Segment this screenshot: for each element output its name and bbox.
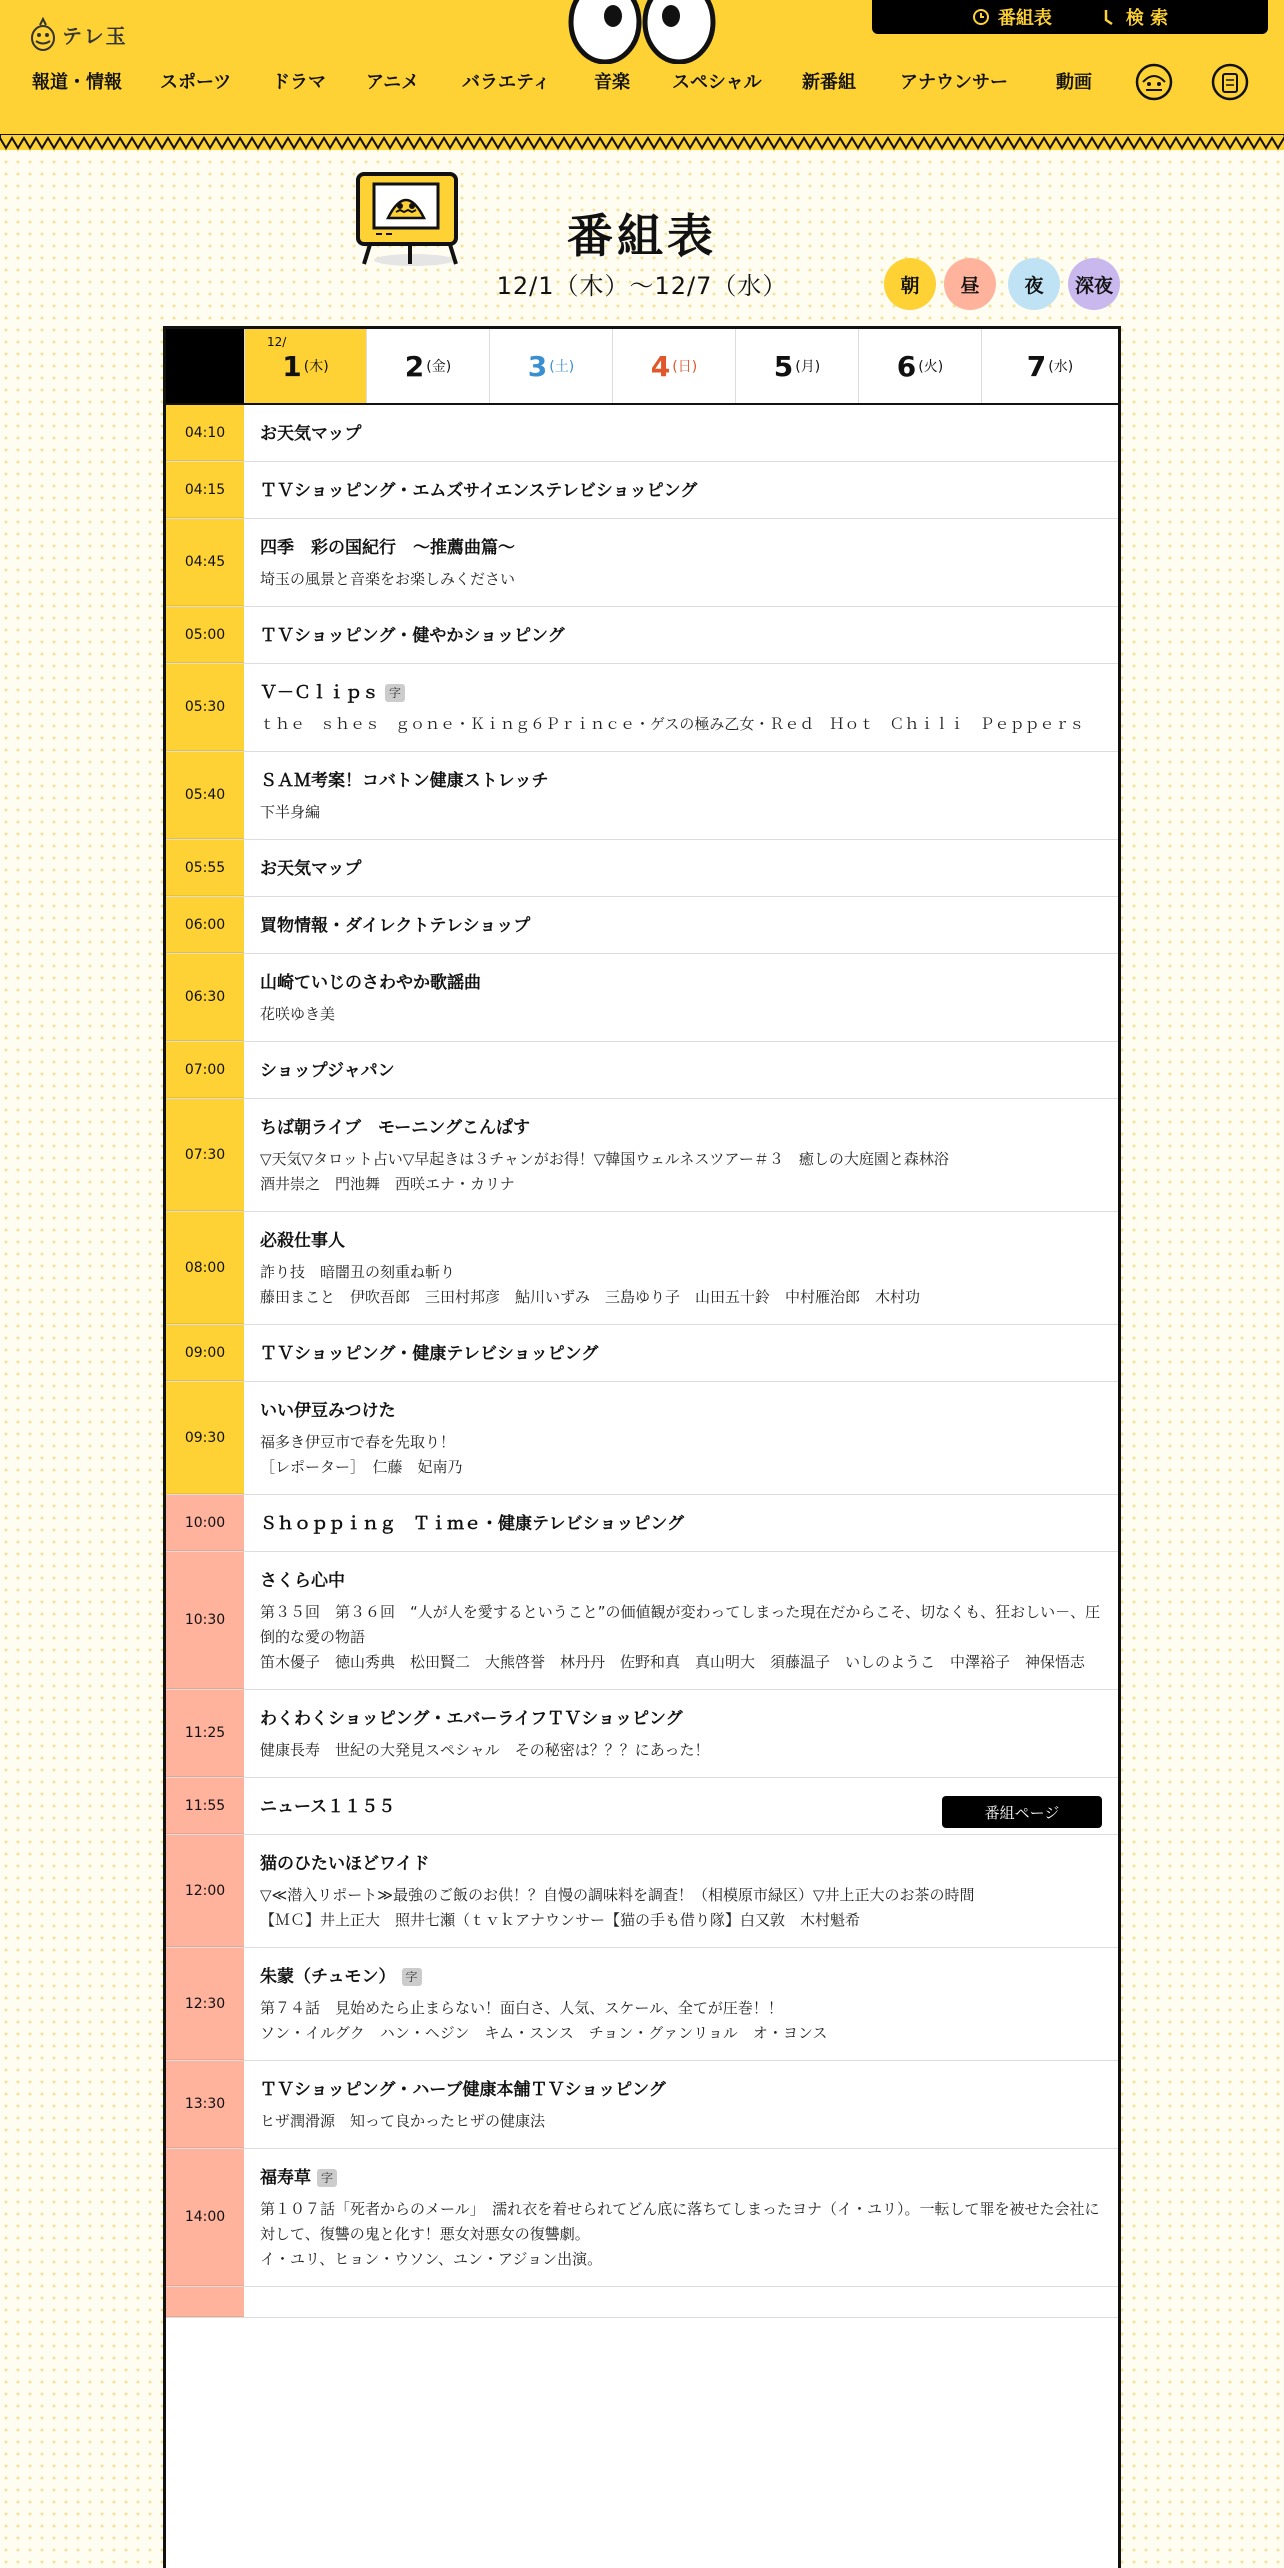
day-tab-weekday: (日)	[672, 359, 698, 375]
program-row[interactable]	[166, 2287, 1118, 2318]
program-row[interactable]	[166, 2061, 1118, 2149]
program-title-line	[260, 1058, 1102, 1084]
program-description	[260, 1738, 1102, 1763]
time-of-day-daytime-button[interactable]: 昼	[944, 258, 996, 310]
program-time: 05:30	[166, 664, 244, 751]
program-page-button[interactable]: 番組ページ	[942, 1796, 1102, 1828]
program-title-line	[260, 856, 1102, 882]
schedule-table	[163, 326, 1121, 2568]
program-guide-label: 番組表	[997, 8, 1052, 29]
program-description	[260, 1883, 1102, 1933]
program-description	[260, 712, 1102, 737]
program-time: 10:30	[166, 1552, 244, 1689]
day-tab-number: 1	[282, 349, 302, 383]
program-description-line: 第１０７話「死者からのメール」 濡れ衣を着せられてどん底に落ちてしまったヨナ（イ・ユリ）。一転して罪を被せた会社に対して、復讐の鬼と化す！悪女対悪女の復讐劇。	[260, 2200, 1100, 2243]
program-description-line: 第７４話 見始めたら止まらない！面白さ、人気、スケール、全てが圧巻！！	[260, 1999, 783, 2017]
program-title-line	[260, 1851, 1102, 1877]
program-description	[260, 1430, 1102, 1480]
program-description	[260, 1147, 1102, 1197]
program-title-line	[260, 913, 1102, 939]
day-tab-2[interactable]	[366, 329, 489, 403]
program-title-line	[260, 680, 1102, 706]
program-title-line	[260, 1511, 1102, 1537]
nav-news-info[interactable]: 報道・情報	[32, 72, 122, 93]
search-icon	[1102, 8, 1118, 26]
top-utility-bar	[872, 0, 1268, 34]
program-description-line: ▽天気▽タロット占い▽早起きは３チャンがお得！▽韓国ウェルネスツアー＃３ 癒しの大庭園と森林浴	[260, 1150, 949, 1168]
program-title-line	[260, 1706, 1102, 1732]
nav-new-programs[interactable]: 新番組	[802, 72, 856, 93]
day-tab-3[interactable]	[489, 329, 612, 403]
program-info	[244, 1690, 1118, 1777]
clock-icon	[972, 8, 990, 26]
program-guide-link[interactable]	[972, 4, 1052, 30]
day-tab-7[interactable]	[981, 329, 1118, 403]
program-time: 11:25	[166, 1690, 244, 1777]
nav-special[interactable]: スペシャル	[672, 72, 762, 93]
program-row[interactable]	[166, 1382, 1118, 1495]
program-info	[244, 519, 1118, 606]
nav-sports[interactable]: スポーツ	[160, 72, 232, 93]
program-description-line: 花咲ゆき美	[260, 1005, 336, 1023]
day-tab-4[interactable]	[612, 329, 735, 403]
nav-anime[interactable]: アニメ	[366, 72, 420, 93]
program-time: 04:10	[166, 405, 244, 461]
program-description-line: 詐り技 暗闇丑の刻重ね斬り	[260, 1263, 456, 1281]
program-row[interactable]	[166, 954, 1118, 1042]
nav-videos[interactable]: 動画	[1056, 72, 1092, 93]
program-description-line: ｔｈｅ ｓｈｅｓ ｇｏｎｅ・Ｋｉｎｇ６Ｐｒｉｎｃｅ・ゲスの極み乙女・Ｒｅｄ Ｈｏｔ Ｃｈｉｌｉ Ｐｅｐｐｅｒｓ	[260, 715, 1085, 733]
program-time: 07:00	[166, 1042, 244, 1098]
program-title[interactable]: さくら心中	[260, 1571, 345, 1591]
nav-drama[interactable]: ドラマ	[272, 72, 326, 93]
program-time: 06:00	[166, 897, 244, 953]
program-time: 12:00	[166, 1835, 244, 1947]
program-info	[244, 1495, 1118, 1551]
teletama-shop-icon[interactable]	[1134, 56, 1174, 104]
program-title[interactable]: ショップジャパン	[260, 1061, 395, 1081]
teletama-pass-icon[interactable]	[1210, 56, 1250, 104]
day-tabs	[166, 329, 1118, 405]
program-description	[260, 2109, 1102, 2134]
program-time: 04:45	[166, 519, 244, 606]
program-title[interactable]: お天気マップ	[260, 859, 362, 879]
search-link[interactable]	[1102, 4, 1168, 30]
program-description-line: 下半身編	[260, 803, 321, 821]
program-title[interactable]: わくわくショッピング・エバーライフＴＶショッピング	[260, 1709, 683, 1729]
program-description-line: 笛木優子 徳山秀典 松田賢二 大熊啓誉 林丹丹 佐野和真 真山明大 須藤温子 いしのようこ 中澤裕子 神保悟志	[260, 1653, 1086, 1671]
day-tab-number: 4	[650, 349, 671, 383]
program-list	[166, 405, 1118, 2318]
program-description-line: ソン・イルグク ハン・ヘジン キム・スンス チョン・グァンリョル オ・ヨンス	[260, 2024, 828, 2042]
program-info	[244, 664, 1118, 751]
program-description-line: ▽≪潜入リポート≫最強のご飯のお供！？自慢の調味料を調査！（相模原市緑区）▽井上正大のお茶の時間	[260, 1886, 975, 1904]
tamatan-mascot-icon	[30, 16, 56, 52]
program-title-line	[260, 1341, 1102, 1367]
program-info	[244, 840, 1118, 896]
program-description-line: 藤田まこと 伊吹吾郎 三田村邦彦 鮎川いずみ 三島ゆり子 山田五十鈴 中村雁治郎 木村功	[260, 1288, 921, 1306]
day-tab-weekday: (水)	[1048, 359, 1074, 375]
program-title[interactable]: 山崎ていじのさわやか歌謡曲	[260, 973, 481, 993]
program-info	[244, 2287, 1118, 2317]
page-title: 番組表	[567, 209, 717, 263]
program-title[interactable]: お天気マップ	[260, 424, 362, 444]
program-description	[260, 1996, 1102, 2046]
program-title[interactable]: Ｓｈｏｐｐｉｎｇ Ｔｉｍｅ・健康テレビショッピング	[260, 1514, 684, 1534]
program-row[interactable]	[166, 1099, 1118, 1212]
program-title-line	[260, 421, 1102, 447]
program-description-line: イ・ユリ、ヒョン・ウソン、ユン・アジョン出演。	[260, 2250, 603, 2268]
nav-variety[interactable]: バラエティ	[462, 72, 551, 93]
program-row[interactable]	[166, 752, 1118, 840]
program-info	[244, 607, 1118, 663]
program-info	[244, 462, 1118, 518]
program-row[interactable]	[166, 519, 1118, 607]
program-row[interactable]	[166, 1325, 1118, 1382]
program-title[interactable]: ＴＶショッピング・健やかショッピング	[260, 626, 565, 646]
program-description-line: ［レポーター］ 仁藤 妃南乃	[260, 1458, 463, 1476]
program-row[interactable]	[166, 462, 1118, 519]
program-row[interactable]	[166, 607, 1118, 664]
program-title-line	[260, 1115, 1102, 1141]
program-time: 12:30	[166, 1948, 244, 2060]
day-tab-weekday: (火)	[918, 359, 944, 375]
program-time: 05:40	[166, 752, 244, 839]
program-description-line: 酒井崇之 門池舞 西咲エナ・カリナ	[260, 1175, 515, 1193]
search-label: 検 索	[1125, 8, 1169, 29]
time-of-day-night-button[interactable]: 夜	[1008, 258, 1060, 310]
program-time: 09:00	[166, 1325, 244, 1381]
subtitle-badge: 字	[385, 684, 405, 702]
program-title[interactable]: 猫のひたいほどワイド	[260, 1854, 430, 1874]
program-row[interactable]	[166, 1042, 1118, 1099]
site-header	[0, 0, 1284, 150]
program-time: 08:00	[166, 1212, 244, 1324]
day-tab-1[interactable]	[244, 329, 366, 403]
program-time: 07:30	[166, 1099, 244, 1211]
nav-announcers[interactable]: アナウンサー	[900, 72, 1008, 93]
program-title[interactable]: 朱蒙（チュモン）	[260, 1967, 396, 1987]
program-info	[244, 1099, 1118, 1211]
program-title-line	[260, 2077, 1102, 2103]
tv-mascot-icon	[352, 168, 462, 268]
program-row[interactable]	[166, 1835, 1118, 1948]
program-title[interactable]: ＴＶショッピング・健康テレビショッピング	[260, 1344, 599, 1364]
time-of-day-late-night-button[interactable]: 深夜	[1068, 258, 1120, 310]
program-description	[260, 567, 1102, 592]
program-row[interactable]	[166, 1948, 1118, 2061]
program-title-line	[260, 1964, 1102, 1990]
program-title-line	[260, 535, 1102, 561]
program-row[interactable]	[166, 2149, 1118, 2287]
program-time: 11:55	[166, 1778, 244, 1834]
program-info	[244, 1212, 1118, 1324]
day-tab-6[interactable]	[858, 329, 981, 403]
program-title[interactable]: ＴＶショッピング・エムズサイエンステレビショッピング	[260, 481, 698, 501]
program-time: 04:15	[166, 462, 244, 518]
program-title-line	[260, 768, 1102, 794]
program-description-line: ヒザ潤滑源 知って良かったヒザの健康法	[260, 2112, 546, 2130]
day-tab-weekday: (土)	[549, 359, 575, 375]
program-title[interactable]: いい伊豆みつけた	[260, 1401, 396, 1421]
program-title-line	[260, 1228, 1102, 1254]
header-zigzag-edge	[0, 134, 1284, 152]
program-description	[260, 1260, 1102, 1310]
program-info	[244, 1325, 1118, 1381]
program-title-line	[260, 1568, 1102, 1594]
program-description-line: 健康長寿 世紀の大発見スペシャル その秘密は？？？にあった！	[260, 1741, 710, 1759]
program-time: 06:30	[166, 954, 244, 1041]
day-tab-number: 5	[773, 349, 794, 383]
program-info	[244, 1382, 1118, 1494]
day-tabs-corner	[166, 329, 244, 403]
day-tab-5[interactable]	[735, 329, 858, 403]
program-info	[244, 752, 1118, 839]
site-logo[interactable]	[30, 14, 128, 54]
program-title[interactable]: 福寿草	[260, 2168, 311, 2188]
program-info	[244, 1552, 1118, 1689]
subtitle-badge: 字	[402, 1968, 422, 1986]
program-info	[244, 954, 1118, 1041]
program-time: 14:00	[166, 2149, 244, 2286]
program-info	[244, 2061, 1118, 2148]
mascot-eyes-icon	[567, 0, 717, 64]
program-title[interactable]: 四季 彩の国紀行 ～推薦曲篇～	[260, 538, 515, 558]
day-tab-month: 12/	[267, 335, 287, 349]
program-row[interactable]	[166, 1690, 1118, 1778]
program-title[interactable]: ちば朝ライブ モーニングこんぱす	[260, 1118, 530, 1138]
program-time: 13:30	[166, 2061, 244, 2148]
program-info	[244, 1042, 1118, 1098]
program-info	[244, 897, 1118, 953]
program-title-line	[260, 478, 1102, 504]
program-row[interactable]	[166, 1778, 1118, 1835]
program-info	[244, 1835, 1118, 1947]
program-row[interactable]	[166, 1552, 1118, 1690]
program-title-line	[260, 970, 1102, 996]
program-description	[260, 1002, 1102, 1027]
program-row[interactable]	[166, 840, 1118, 897]
program-info	[244, 2149, 1118, 2286]
program-time: 10:00	[166, 1495, 244, 1551]
program-title[interactable]: ニュース１１５５	[260, 1797, 396, 1817]
program-info	[244, 1948, 1118, 2060]
program-row[interactable]	[166, 897, 1118, 954]
program-info	[244, 1778, 1118, 1834]
program-description-line: 埼玉の風景と音楽をお楽しみください	[260, 570, 516, 588]
program-description	[260, 1600, 1102, 1675]
program-info	[244, 405, 1118, 461]
program-time: 05:00	[166, 607, 244, 663]
program-description	[260, 800, 1102, 825]
program-title[interactable]: 買物情報・ダイレクトテレショップ	[260, 916, 531, 936]
logo-text: テレ玉	[62, 23, 128, 48]
program-title[interactable]: Ｖ－Ｃｌｉｐｓ	[260, 683, 379, 703]
day-tab-weekday: (木)	[303, 359, 329, 375]
program-title-line	[260, 623, 1102, 649]
day-tab-number: 3	[527, 349, 548, 383]
program-description-line: 【ＭＣ】井上正大 照井七瀬（ｔｖｋアナウンサー【猫の手も借り隊】白又敦 木村魁希	[260, 1911, 861, 1929]
day-tab-number: 7	[1026, 349, 1047, 383]
program-row[interactable]	[166, 405, 1118, 462]
program-row[interactable]	[166, 1212, 1118, 1325]
program-title-line	[260, 1398, 1102, 1424]
program-row[interactable]	[166, 1495, 1118, 1552]
program-row[interactable]	[166, 664, 1118, 752]
program-title[interactable]: 必殺仕事人	[260, 1231, 345, 1251]
day-tab-weekday: (月)	[795, 359, 821, 375]
program-title[interactable]: ＴＶショッピング・ハーブ健康本舗ＴＶショッピング	[260, 2080, 666, 2100]
program-title[interactable]: ＳＡＭ考案！コバトン健康ストレッチ	[260, 771, 549, 791]
program-time: 09:30	[166, 1382, 244, 1494]
day-tab-number: 2	[404, 349, 425, 383]
program-time	[166, 2287, 244, 2317]
main-nav	[0, 68, 1284, 100]
program-description	[260, 2197, 1102, 2272]
time-of-day-morning-button[interactable]: 朝	[884, 258, 936, 310]
date-range: 12/1（木）〜12/7（水）	[496, 272, 788, 300]
program-title-line	[260, 2165, 1102, 2191]
program-time: 05:55	[166, 840, 244, 896]
subtitle-badge: 字	[317, 2169, 337, 2187]
day-tab-number: 6	[896, 349, 917, 383]
day-tab-weekday: (金)	[426, 359, 452, 375]
nav-music[interactable]: 音楽	[594, 72, 630, 93]
program-description-line: 福多き伊豆市で春を先取り！	[260, 1433, 456, 1451]
program-description-line: 第３５回 第３６回 “人が人を愛するということ”の価値観が変わってしまった現在だからこそ、切なくも、狂おしい－、圧倒的な愛の物語	[260, 1603, 1101, 1646]
